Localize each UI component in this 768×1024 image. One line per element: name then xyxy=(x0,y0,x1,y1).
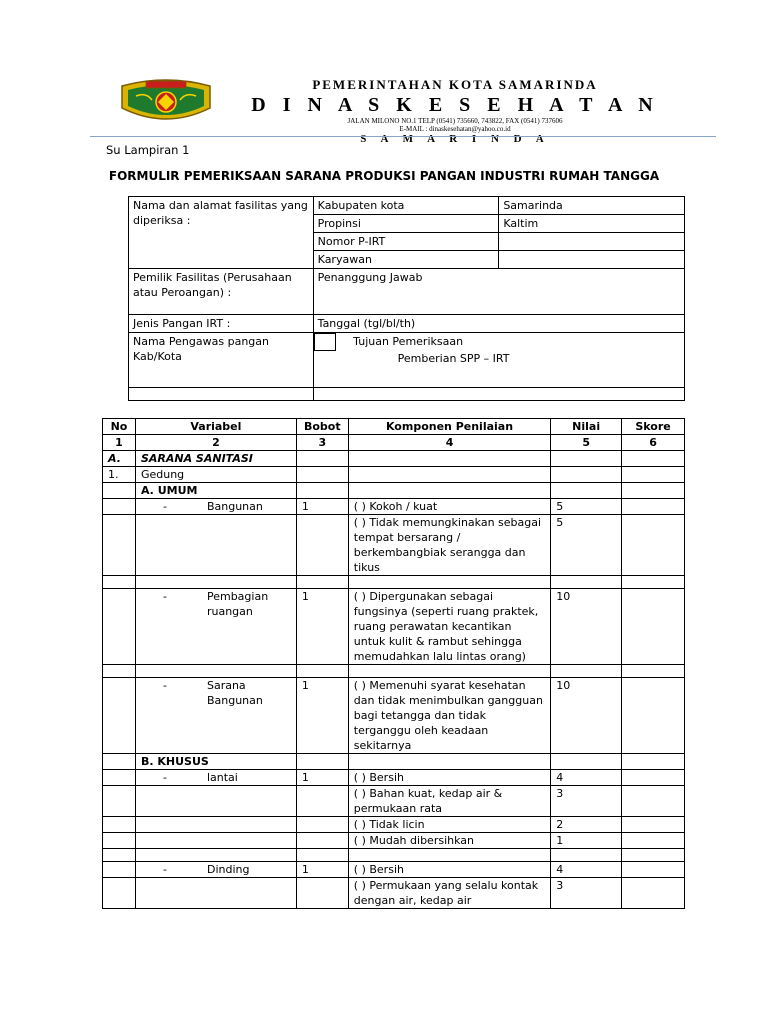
subsection-row xyxy=(103,754,685,770)
table-row xyxy=(103,467,685,483)
spacer-row xyxy=(103,665,685,678)
agency-address: JALAN MILONO NO.1 TELP (0541) 735660, 743822, FAX (0541) 737606 xyxy=(347,117,563,125)
bobot-value: 1 xyxy=(296,678,348,754)
empty-cell xyxy=(313,388,684,401)
variable-bangunan: Bangunan xyxy=(206,500,263,513)
empty-cell xyxy=(129,388,314,401)
komponen-text: ( ) Tidak licin xyxy=(348,817,550,833)
nilai-value: 5 xyxy=(551,499,622,515)
bobot-value: 1 xyxy=(296,770,348,786)
prov-label: Propinsi xyxy=(313,215,499,233)
table-row xyxy=(103,515,685,576)
komponen-text: ( ) Bersih xyxy=(348,862,550,878)
nilai-value: 1 xyxy=(551,833,622,849)
table-row xyxy=(103,678,685,754)
skore-cell[interactable] xyxy=(622,770,685,786)
agency-email: E-MAIL : dinaskesehatan@yahoo.co.id xyxy=(399,125,511,133)
nilai-value: 10 xyxy=(551,589,622,665)
tanggal-label: Tanggal (tgl/bl/th) xyxy=(313,315,684,333)
tujuan-checkbox[interactable] xyxy=(314,333,336,351)
komponen-text: ( ) Bahan kuat, kedap air & permukaan rata xyxy=(348,786,550,817)
nilai-value: 5 xyxy=(551,515,622,576)
bobot-value: 1 xyxy=(296,589,348,665)
gov-name: PEMERINTAHAN KOTA SAMARINDA xyxy=(312,77,598,92)
bullet-dash: - xyxy=(162,771,167,784)
col-number: 4 xyxy=(348,435,550,451)
nilai-value: 10 xyxy=(551,678,622,754)
komponen-text: ( ) Kokoh / kuat xyxy=(348,499,550,515)
letterhead xyxy=(90,72,716,145)
city-emblem-icon xyxy=(116,78,216,128)
pemberian-label: Pemberian SPP – IRT xyxy=(397,352,510,365)
pj-label: Penanggung Jawab xyxy=(313,269,684,315)
subsection-row xyxy=(103,483,685,499)
subsection-khusus: B. KHUSUS xyxy=(135,754,296,770)
bullet-dash: - xyxy=(162,679,167,692)
tujuan-cell xyxy=(313,333,684,388)
assessment-table xyxy=(102,418,685,909)
tujuan-label: Tujuan Pemeriksaan xyxy=(353,335,464,348)
col-number: 6 xyxy=(622,435,685,451)
nilai-value: 2 xyxy=(551,817,622,833)
skore-cell[interactable] xyxy=(622,678,685,754)
skore-cell[interactable] xyxy=(622,499,685,515)
prov-value: Kaltim xyxy=(499,215,685,233)
item-no: 1. xyxy=(103,467,136,483)
spacer-row xyxy=(103,849,685,862)
table-row xyxy=(103,786,685,817)
karyawan-value[interactable] xyxy=(499,251,685,269)
table-row xyxy=(103,817,685,833)
header-no: No xyxy=(103,419,136,435)
komponen-text: ( ) Tidak memungkinakan sebagai tempat bersarang / berkembangbiak serangga dan tikus xyxy=(348,515,550,576)
spacer-row xyxy=(103,576,685,589)
agency-city: S A M A R I N D A xyxy=(360,133,550,145)
bobot-value: 1 xyxy=(296,499,348,515)
col-number: 3 xyxy=(296,435,348,451)
skore-cell[interactable] xyxy=(622,833,685,849)
letterhead-text xyxy=(250,72,660,145)
karyawan-label: Karyawan xyxy=(313,251,499,269)
skore-cell[interactable] xyxy=(622,786,685,817)
pengawas-label: Nama Pengawas pangan Kab/Kota xyxy=(129,333,314,388)
header-komponen: Komponen Penilaian xyxy=(348,419,550,435)
komponen-text: ( ) Bersih xyxy=(348,770,550,786)
kab-label: Kabupaten kota xyxy=(313,197,499,215)
bullet-dash: - xyxy=(162,500,167,513)
bobot-value: 1 xyxy=(296,862,348,878)
item-title: Gedung xyxy=(135,467,296,483)
header-nilai: Nilai xyxy=(551,419,622,435)
table-row xyxy=(103,833,685,849)
agency-name: D I N A S K E S E H A T A N xyxy=(251,94,659,116)
table-row xyxy=(103,878,685,909)
komponen-text: ( ) Permukaan yang selalu kontak dengan air, kedap air xyxy=(348,878,550,909)
form-title: FORMULIR PEMERIKSAAN SARANA PRODUKSI PANGAN INDUSTRI RUMAH TANGGA xyxy=(108,169,660,183)
table-row xyxy=(103,862,685,878)
pirt-value[interactable] xyxy=(499,233,685,251)
kab-value: Samarinda xyxy=(499,197,685,215)
col-number: 5 xyxy=(551,435,622,451)
variable-dinding: Dinding xyxy=(206,863,250,876)
komponen-text: ( ) Dipergunakan sebagai fungsinya (seperti ruang praktek, ruang perawatan kecantikan untuk kulit & rambut sehingga memudahkan lalu lintas orang) xyxy=(348,589,550,665)
bullet-dash: - xyxy=(162,590,167,603)
attachment-label: Su Lampiran 1 xyxy=(106,143,190,157)
owner-label: Pemilik Fasilitas (Perusahaan atau Peroangan) : xyxy=(129,269,314,315)
variable-lantai: lantai xyxy=(206,771,238,784)
pirt-label: Nomor P-IRT xyxy=(313,233,499,251)
nilai-value: 4 xyxy=(551,770,622,786)
number-row xyxy=(103,435,685,451)
table-row xyxy=(103,770,685,786)
section-title: SARANA SANITASI xyxy=(135,451,296,467)
komponen-text: ( ) Memenuhi syarat kesehatan dan tidak menimbulkan gangguan bagi tetangga dan tidak terganggu oleh keadaan sekitarnya xyxy=(348,678,550,754)
nilai-value: 3 xyxy=(551,878,622,909)
variable-sarana: Sarana Bangunan xyxy=(206,679,263,707)
skore-cell[interactable] xyxy=(622,862,685,878)
jenis-label: Jenis Pangan IRT : xyxy=(129,315,314,333)
skore-cell[interactable] xyxy=(622,817,685,833)
facility-label: Nama dan alamat fasilitas yang diperiksa : xyxy=(129,197,314,269)
table-row xyxy=(103,499,685,515)
facility-info-table xyxy=(128,196,685,401)
header-skore: Skore xyxy=(622,419,685,435)
section-row xyxy=(103,451,685,467)
section-no: A. xyxy=(103,451,136,467)
col-number: 1 xyxy=(103,435,136,451)
nilai-value: 3 xyxy=(551,786,622,817)
skore-cell[interactable] xyxy=(622,878,685,909)
header-bobot: Bobot xyxy=(296,419,348,435)
skore-cell[interactable] xyxy=(622,515,685,576)
header-row xyxy=(103,419,685,435)
header-variabel: Variabel xyxy=(135,419,296,435)
table-row xyxy=(103,589,685,665)
skore-cell[interactable] xyxy=(622,589,685,665)
nilai-value: 4 xyxy=(551,862,622,878)
subsection-umum: A. UMUM xyxy=(135,483,296,499)
komponen-text: ( ) Mudah dibersihkan xyxy=(348,833,550,849)
letterhead-divider xyxy=(90,136,716,137)
variable-pembagian: Pembagian ruangan xyxy=(206,590,269,618)
bullet-dash: - xyxy=(162,863,167,876)
col-number: 2 xyxy=(135,435,296,451)
